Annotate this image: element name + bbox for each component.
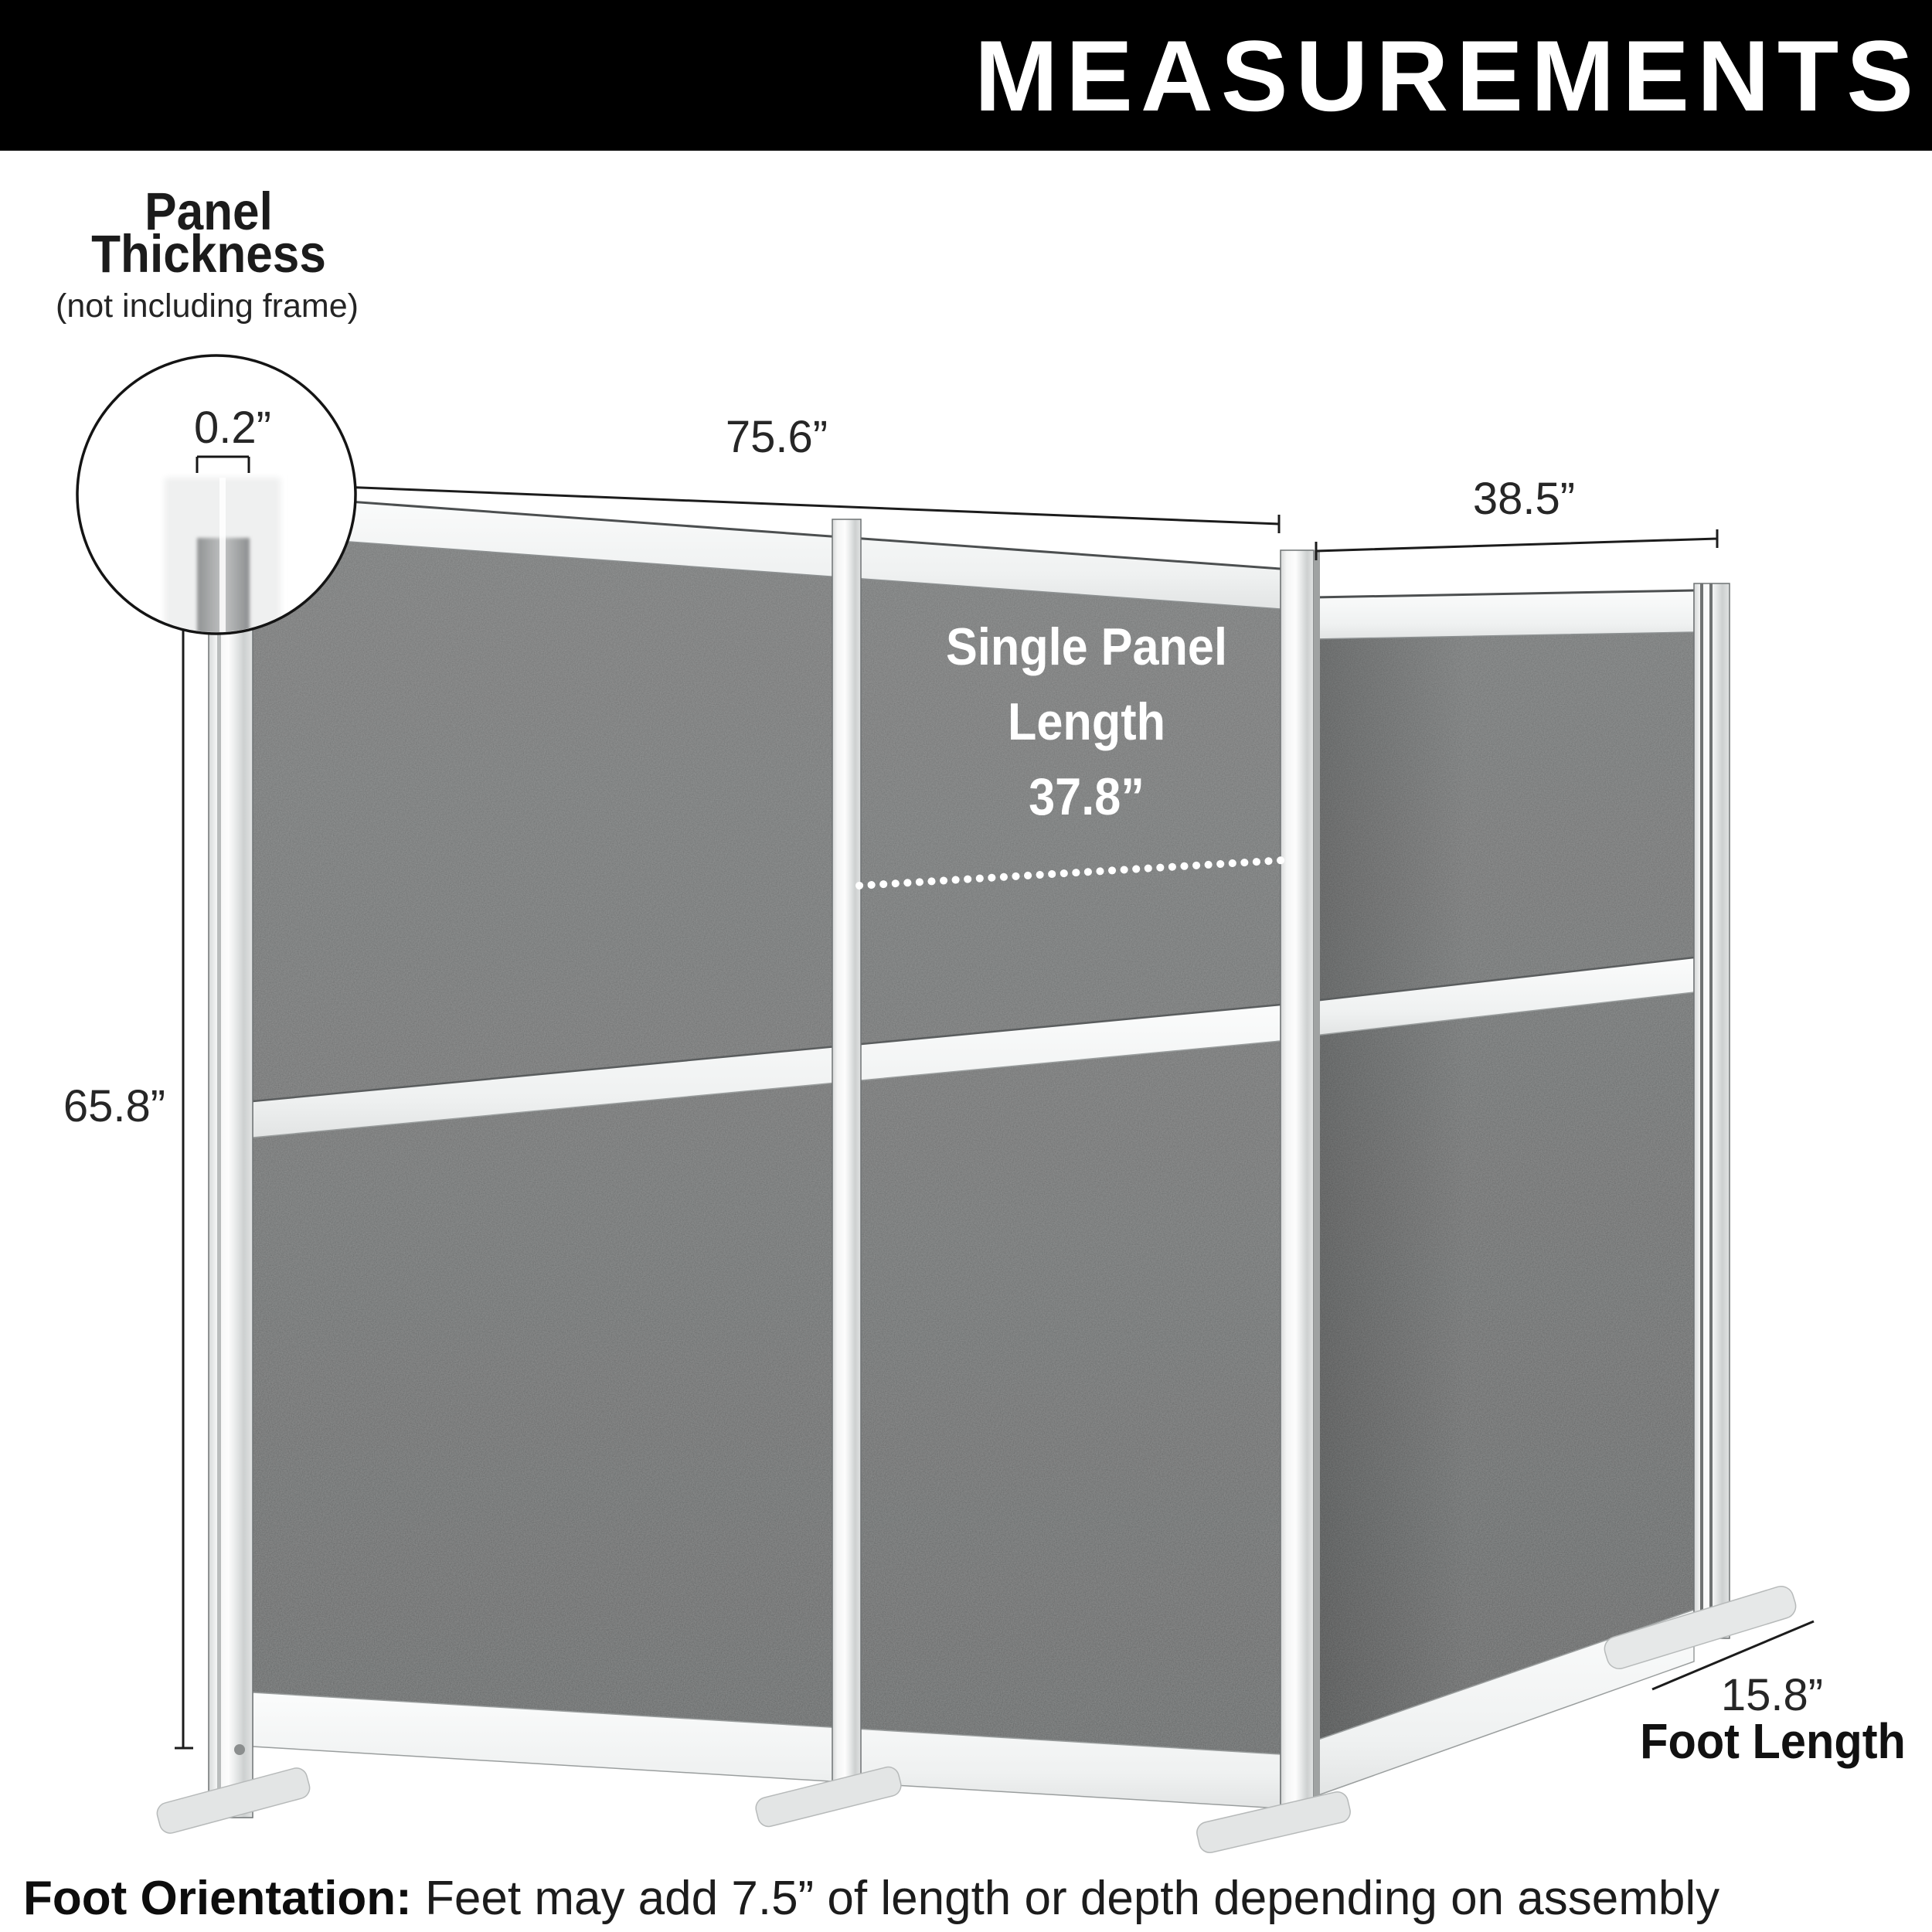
front-width-value: 75.6” <box>725 412 828 462</box>
front-left-fabric-panel <box>253 535 832 1727</box>
end-post-groove-1 <box>1700 583 1703 1634</box>
thickness-value: 0.2” <box>194 403 271 453</box>
panel-thickness-line1: Panel <box>145 182 273 241</box>
left-post <box>209 473 253 1818</box>
page-title: MEASUREMENTS <box>974 19 1921 132</box>
foot-length-label: Foot Length <box>1640 1713 1906 1769</box>
corner-post-shadow-edge <box>1314 550 1320 1806</box>
middle-post <box>832 519 861 1802</box>
single-panel-label <box>946 610 1227 835</box>
edge-seam-highlight <box>219 478 226 651</box>
foot-length-value: 15.8” <box>1720 1670 1824 1720</box>
height-value: 65.8” <box>63 1081 166 1131</box>
foot-orientation-caption <box>23 1872 1719 1926</box>
side-width-dimension-line <box>1316 529 1717 560</box>
panel-thickness-note: (not including frame) <box>56 287 359 325</box>
height-dimension-line <box>175 481 193 1748</box>
side-corner-shadow <box>1314 631 1694 1743</box>
side-width-value: 38.5” <box>1472 474 1576 524</box>
side-wall <box>1314 590 1694 1797</box>
side-top-rail <box>1314 590 1694 639</box>
corner-post <box>1281 550 1314 1810</box>
left-post-groove <box>217 473 221 1818</box>
panel-thickness-label <box>91 182 326 284</box>
panel-thickness-line2: Thickness <box>91 224 326 284</box>
single-panel-line2: Length <box>1008 692 1165 751</box>
end-post-groove-2 <box>1709 583 1713 1634</box>
single-panel-value: 37.8” <box>1029 767 1145 826</box>
post-screw <box>234 1744 245 1755</box>
caption-bold: Foot Orientation: <box>23 1872 412 1925</box>
title-banner <box>0 0 1932 151</box>
caption-text: Feet may add 7.5” of length or depth depending on assembly <box>425 1872 1720 1925</box>
single-panel-line1: Single Panel <box>946 617 1227 676</box>
